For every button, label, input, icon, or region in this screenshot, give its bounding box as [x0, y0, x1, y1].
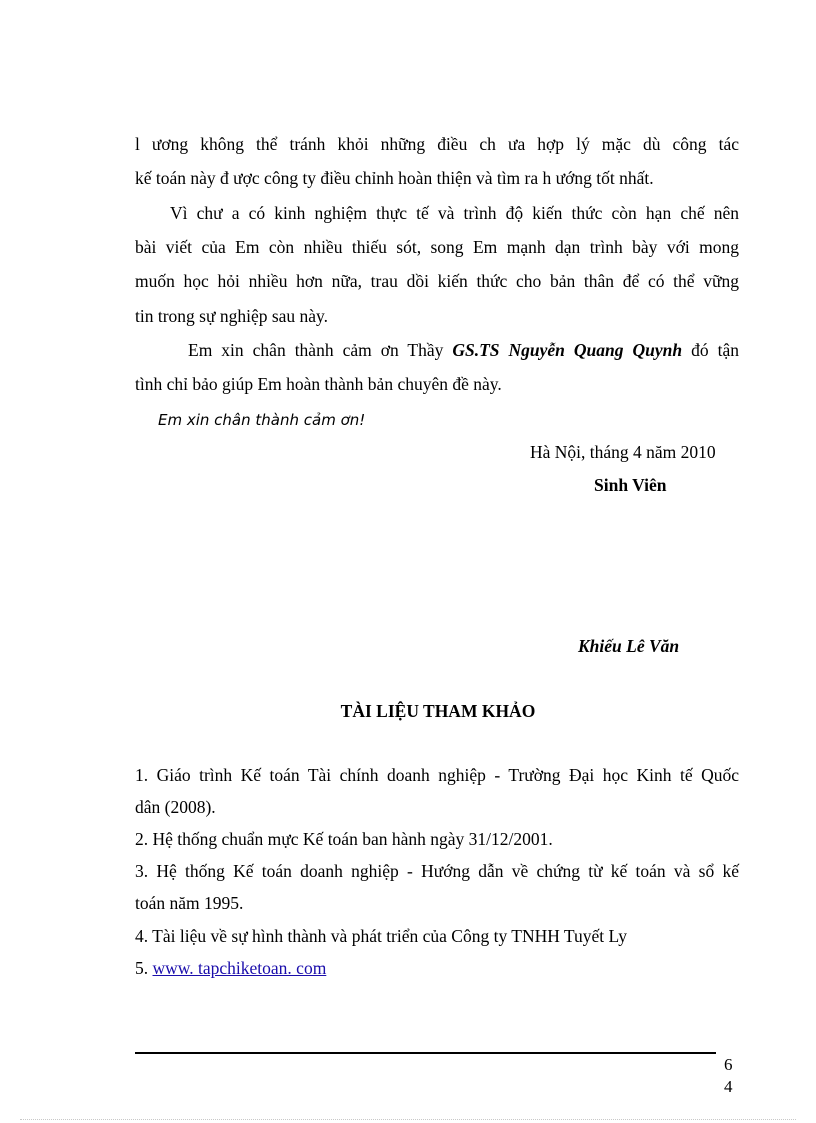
paragraph-line: bài viết của Em còn nhiều thiếu sót, song Em mạnh dạn trình bày với mong — [135, 237, 739, 257]
signature-name: Khiếu Lê Văn — [578, 636, 680, 656]
reference-item-cont: dân (2008). — [135, 797, 216, 817]
reference-item: 3. Hệ thống Kế toán doanh nghiệp - Hướng dẫn về chứng từ kế toán và sổ kế — [135, 861, 739, 881]
reference-item-cont: toán năm 1995. — [135, 893, 244, 913]
reference-item: 1. Giáo trình Kế toán Tài chính doanh nghiệp - Trường Đại học Kinh tế Quốc — [135, 765, 739, 785]
paragraph-line: tin trong sự nghiệp sau này. — [135, 306, 329, 326]
handwritten-thanks: Em xin chân thành cảm ơn! — [158, 411, 366, 429]
paragraph-line — [188, 340, 739, 360]
page-number-line2: 4 — [724, 1077, 733, 1096]
paragraph-line: muốn học hỏi nhiều hơn nữa, trau dồi kiến thức cho bản thân để có thể vững — [135, 271, 739, 291]
reference-number: 5. — [135, 958, 153, 978]
signature-title: Sinh Viên — [594, 475, 667, 495]
references-heading: TÀI LIỆU THAM KHẢO — [340, 701, 536, 721]
reference-link[interactable]: www. tapchiketoan. com — [152, 958, 327, 978]
paragraph-line: kế toán này đ ược công ty điều chỉnh hoàn thiện và tìm ra h ướng tốt nhất. — [135, 168, 654, 188]
reference-item: 4. Tài liệu về sự hình thành và phát triển của Công ty TNHH Tuyết Ly — [135, 926, 627, 946]
teacher-name: GS.TS Nguyễn Quang Quynh — [452, 340, 683, 360]
reference-item — [135, 958, 739, 978]
paragraph-line: tình chỉ bảo giúp Em hoàn thành bản chuyên đề này. — [135, 374, 502, 394]
paragraph-line: Vì chư a có kinh nghiệm thực tế và trình độ kiến thức còn hạn chế nên — [170, 203, 739, 223]
page-bottom-divider — [20, 1119, 796, 1120]
thanks-suffix: đó tận — [682, 340, 739, 360]
paragraph-line: l ương không thể tránh khỏi những điều ch ưa hợp lý mặc dù công tác — [135, 134, 739, 154]
page-number-line1: 6 — [724, 1055, 733, 1074]
thanks-prefix: Em xin chân thành cảm ơn Thầy — [188, 340, 453, 360]
place-date: Hà Nội, tháng 4 năm 2010 — [530, 442, 716, 462]
reference-item: 2. Hệ thống chuẩn mực Kế toán ban hành ngày 31/12/2001. — [135, 829, 553, 849]
footer-rule — [135, 1052, 716, 1054]
